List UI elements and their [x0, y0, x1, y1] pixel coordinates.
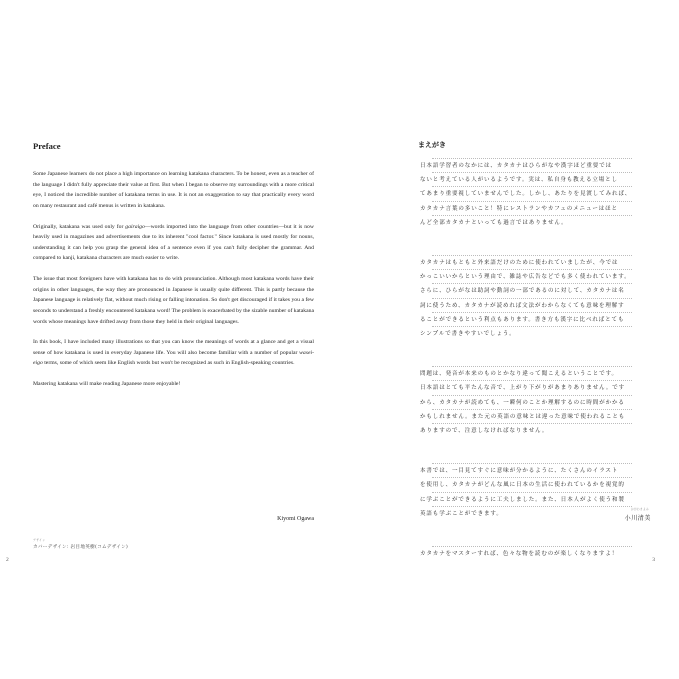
maegaki-line: 日本語はとても平たんな音で、上がり下がりがあまりありません。です: [420, 380, 652, 394]
maegaki-line: ることができるという利点もあります。書き方も漢字に比べればとても: [420, 312, 652, 326]
maegaki-title: まえがき: [418, 141, 446, 149]
cover-design-credit: カバーデザイン: 岩目地英樹(コムデザイン): [33, 545, 129, 550]
maegaki-line: 詞に使うため、カタカナが読めれば文法がわからなくても意味を理解す: [420, 298, 652, 312]
maegaki-line: に学ぶことができるように工夫しました。また、日本人がよく使う和製: [420, 492, 652, 506]
left-page: [0, 0, 338, 679]
maegaki-line: カタカナはもともと外来語だけのために使われていましたが、今では: [420, 255, 652, 269]
maegaki-line: さらに、ひらがなは助詞や動詞の一部であるのに対して、カタカナは名: [420, 283, 652, 297]
maegaki-line: 問題は、発音が本来のものとかなり違って聞こえるということです。: [420, 366, 652, 380]
preface-title: Preface: [33, 141, 61, 151]
maegaki-line: かっこいいからという理由で、雑誌や広告などでも多く使われています。: [420, 269, 652, 283]
preface-paragraph-4: In this book, I have included many illustrations so that you can know the meanings of words at a glance and get a visual sense of how katakana is used in everyday Japanese life. You will also become familiar with a number of popular wasei-eigo terms, some of which seem like English words but won't be recognized as such in English-speaking countries.: [33, 339, 314, 367]
preface-paragraph-5: Mastering katakana will make reading Japanese more enjoyable!: [33, 381, 181, 388]
maegaki-line: てあまり重要視していませんでした。しかし、あたりを見渡してみれば、: [420, 186, 652, 200]
maegaki-line: んど全部カタカナといっても過言ではありません。: [420, 215, 652, 229]
maegaki-line: かもしれません。また元の英語の意味とは違った意味で使われることも: [420, 409, 652, 423]
maegaki-paragraph: [420, 255, 652, 340]
maegaki-line: カタカナをマスターすれば、色々な物を読むのが楽しくなりますよ！: [420, 546, 652, 560]
maegaki-body: [420, 158, 652, 586]
preface-paragraph-1: Some Japanese learners do not place a high importance on learning katakana characters. To be honest, even as a teacher of the language I didn't fully appreciate their value at first. But when I began to observe my surroundings with a more critical eye, I noticed the incredible number of katakana terms in use. It is not an exaggeration to say that practically every word on many restaurant and café menus is written in katakana.: [33, 171, 314, 209]
author-signature-jp: 小川清美: [624, 515, 651, 522]
maegaki-line: シンプルで書きやすいでしょう。: [420, 326, 652, 340]
maegaki-paragraph: [420, 546, 652, 560]
page-number-right: 3: [652, 557, 655, 563]
page-number-left: 2: [6, 557, 9, 563]
credit-ruby: デザイン: [33, 539, 46, 542]
preface-body: [33, 169, 314, 400]
maegaki-paragraph: [420, 463, 652, 520]
author-signature-en: Kiyomi Ogawa: [277, 516, 314, 522]
maegaki-line: 日本語学習者のなかには、カタカナはひらがなや漢字ほど重要では: [420, 158, 652, 172]
preface-paragraph-2: Originally, katakana was used only for gairaigo—words imported into the language from other countries—but it is now heavily used in magazines and advertisements due to its inherent "cool factor." Since katakana is used mostly for nouns, understanding it can help you grasp the general idea of a sentence even if you can't fully decipher the grammar. And compared to kanji, katakana characters are much easier to write.: [33, 223, 314, 262]
maegaki-line: を使用し、カタカナがどんな風に日本の生活に使われているかを視覚的: [420, 477, 652, 491]
maegaki-paragraph: [420, 158, 652, 229]
right-page: [340, 0, 679, 679]
maegaki-line: 英語も学ぶことができます。: [420, 506, 652, 520]
maegaki-paragraph: [420, 366, 652, 437]
preface-paragraph-3: The issue that most foreigners have with katakana has to do with pronunciation. Although most katakana words have their origins in other languages, the way they are pronounced in Japanese is usually quite different. This is partly because the Japanese language is relatively flat, without much rising or falling intonation. So don't get discouraged if it takes you a few seconds to understand a freshly encountered katakana word! The problem is exacerbated by the sizable number of katakana words whose meanings have drifted away from those they held in their original languages.: [33, 276, 314, 325]
maegaki-line: ないと考えている人がいるようです。実は、私自身も教える立場とし: [420, 172, 652, 186]
maegaki-line: から、カタカナが読めても、一瞬何のことか理解するのに時間がかかる: [420, 395, 652, 409]
maegaki-line: カタカナ言葉の多いこと！特にレストランやカフェのメニューはほと: [420, 201, 652, 215]
author-signature-ruby: おがわきよみ: [631, 508, 649, 511]
maegaki-line: ありますので、注意しなければなりません。: [420, 423, 652, 437]
maegaki-line: 本書では、一目見てすぐに意味が分かるように、たくさんのイラスト: [420, 463, 652, 477]
